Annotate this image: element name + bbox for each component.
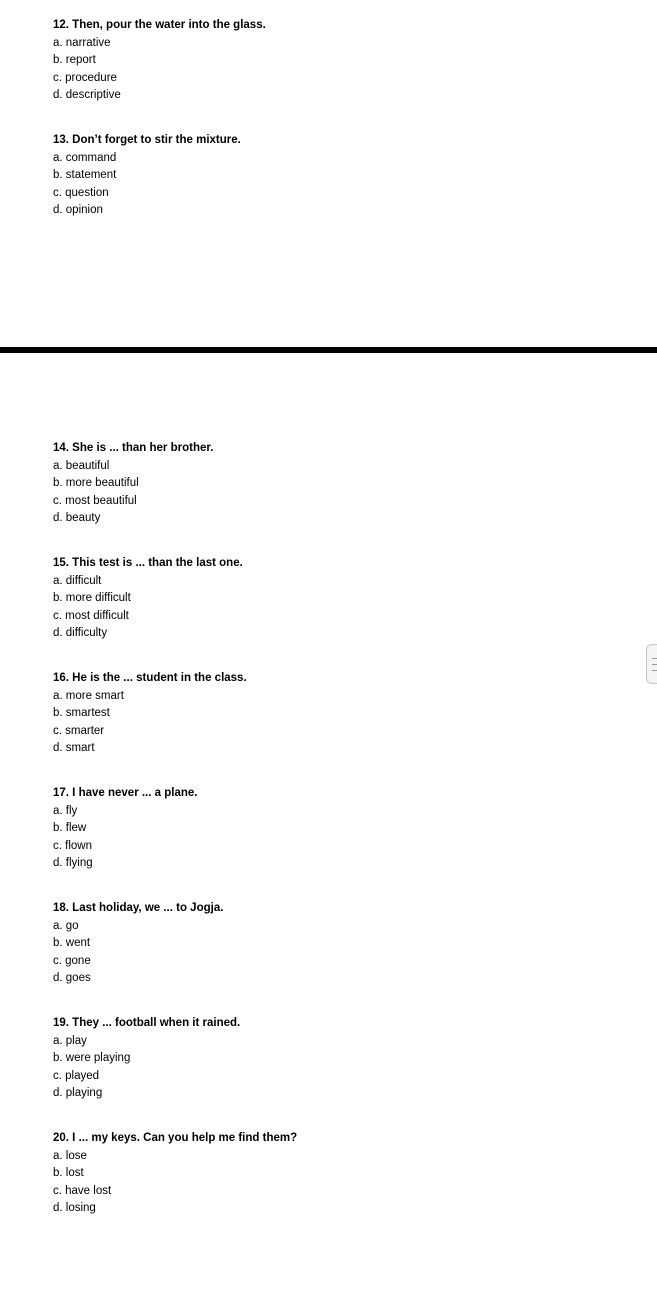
option-d: d. flying — [53, 856, 93, 869]
option-a: a. go — [53, 920, 79, 932]
question-stem: 17. I have never ... a plane. — [53, 787, 198, 799]
option-a: a. more smart — [53, 690, 124, 702]
option-c: c. procedure — [53, 71, 117, 84]
question-15 — [53, 556, 613, 642]
option-a: a. command — [53, 152, 117, 164]
option-a: a. beautiful — [53, 460, 110, 472]
option-d: d. losing — [53, 1201, 96, 1214]
question-13 — [53, 133, 613, 219]
option-c: c. most beautiful — [53, 494, 137, 507]
option-d: d. beauty — [53, 511, 101, 524]
option-a: a. lose — [53, 1150, 87, 1162]
option-b: b. flew — [53, 822, 87, 835]
option-c: c. smarter — [53, 724, 105, 737]
question-18 — [53, 901, 613, 987]
question-14 — [53, 441, 613, 527]
option-b: b. lost — [53, 1167, 84, 1180]
option-a: a. play — [53, 1035, 87, 1047]
option-a: a. difficult — [53, 575, 102, 587]
question-stem: 15. This test is ... than the last one. — [53, 557, 243, 569]
question-20 — [53, 1131, 613, 1217]
option-d: d. difficulty — [53, 626, 108, 639]
question-19 — [53, 1016, 613, 1102]
option-b: b. statement — [53, 169, 117, 182]
question-stem: 16. He is the ... student in the class. — [53, 672, 247, 684]
option-d: d. playing — [53, 1086, 103, 1099]
option-c: c. flown — [53, 839, 92, 852]
option-d: d. descriptive — [53, 88, 121, 101]
option-b: b. were playing — [53, 1052, 131, 1065]
option-c: c. have lost — [53, 1184, 112, 1197]
grip-line-icon — [652, 670, 657, 671]
option-b: b. more difficult — [53, 592, 131, 605]
option-c: c. played — [53, 1069, 100, 1082]
grip-line-icon — [652, 664, 657, 665]
option-a: a. fly — [53, 805, 78, 817]
question-stem: 12. Then, pour the water into the glass. — [53, 19, 266, 31]
grip-line-icon — [652, 658, 657, 659]
option-b: b. smartest — [53, 707, 110, 720]
option-b: b. went — [53, 937, 91, 950]
question-stem: 20. I ... my keys. Can you help me find them? — [53, 1132, 298, 1144]
option-c: c. most difficult — [53, 609, 129, 622]
option-c: c. gone — [53, 954, 91, 967]
question-stem: 14. She is ... than her brother. — [53, 442, 214, 454]
option-d: d. goes — [53, 971, 91, 984]
option-b: b. report — [53, 54, 96, 67]
question-stem: 19. They ... football when it rained. — [53, 1017, 241, 1029]
option-d: d. opinion — [53, 203, 103, 216]
question-12 — [53, 18, 613, 104]
option-c: c. question — [53, 186, 109, 199]
question-stem: 18. Last holiday, we ... to Jogja. — [53, 902, 224, 914]
option-d: d. smart — [53, 741, 95, 754]
question-stem: 13. Don’t forget to stir the mixture. — [53, 134, 241, 146]
option-a: a. narrative — [53, 37, 111, 49]
question-16 — [53, 671, 613, 757]
option-b: b. more beautiful — [53, 477, 139, 490]
question-17 — [53, 786, 613, 872]
side-scroll-handle[interactable] — [646, 644, 657, 684]
